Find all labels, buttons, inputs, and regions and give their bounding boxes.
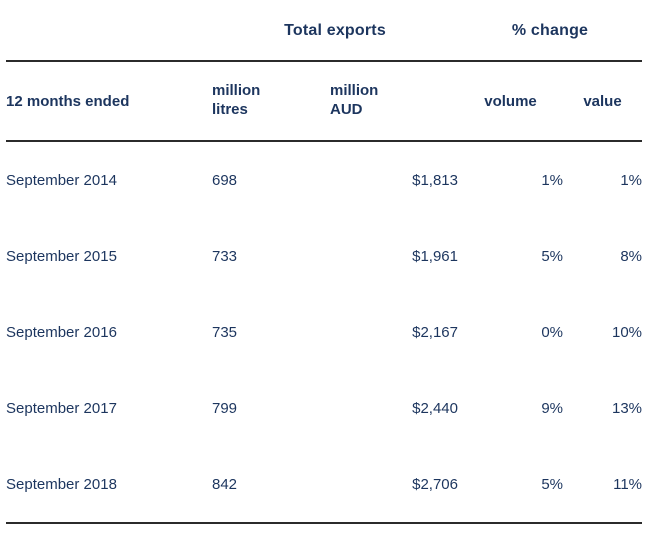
column-header-million-aud xyxy=(330,61,458,141)
table-row xyxy=(6,294,642,370)
cell-volume: 1% xyxy=(541,171,563,189)
exports-table xyxy=(6,2,642,524)
cell-million-aud: $1,813 xyxy=(412,171,458,189)
cell-million-aud: $2,440 xyxy=(412,399,458,417)
table-row xyxy=(6,370,642,446)
sub-header-row xyxy=(6,61,642,141)
group-header-blank xyxy=(6,2,212,61)
table-container xyxy=(0,2,650,536)
cell-value: 8% xyxy=(620,247,643,265)
cell-volume: 9% xyxy=(541,399,563,417)
cell-million-litres: 842 xyxy=(212,446,330,523)
cell-volume: 0% xyxy=(541,323,563,341)
group-header-percent-change: % change xyxy=(458,2,642,61)
cell-million-aud: $2,706 xyxy=(330,446,458,523)
column-header-volume: volume xyxy=(458,61,563,141)
cell-value: 1% xyxy=(620,171,643,189)
cell-period: September 2015 xyxy=(6,247,117,265)
group-header-row xyxy=(6,2,642,61)
cell-volume: 5% xyxy=(458,446,563,523)
table-body xyxy=(6,141,642,523)
column-header-million-aud-line2: AUD xyxy=(330,101,363,118)
cell-million-aud: $2,167 xyxy=(412,323,458,341)
column-header-value: value xyxy=(563,61,642,141)
column-header-period: 12 months ended xyxy=(6,61,212,141)
cell-period: September 2018 xyxy=(6,446,212,523)
cell-period: September 2014 xyxy=(6,171,117,189)
cell-value: 10% xyxy=(611,323,643,341)
table-row xyxy=(6,218,642,294)
table-row xyxy=(6,141,642,218)
cell-period: September 2016 xyxy=(6,323,117,341)
cell-million-litres: 799 xyxy=(212,399,238,417)
column-header-million-litres-line2: litres xyxy=(212,101,248,118)
column-header-million-litres-line1: million xyxy=(212,82,261,100)
cell-million-litres: 698 xyxy=(212,171,238,189)
cell-million-litres: 735 xyxy=(212,323,238,341)
column-header-million-litres xyxy=(212,61,330,141)
cell-million-aud: $1,961 xyxy=(412,247,458,265)
cell-value: 11% xyxy=(563,446,642,523)
column-header-million-aud-line1: million xyxy=(330,82,379,100)
cell-million-litres: 733 xyxy=(212,247,238,265)
cell-value: 13% xyxy=(611,399,643,417)
table-row xyxy=(6,446,642,523)
cell-period: September 2017 xyxy=(6,399,117,417)
group-header-total-exports: Total exports xyxy=(212,2,458,61)
table-header xyxy=(6,2,642,141)
cell-volume: 5% xyxy=(541,247,563,265)
